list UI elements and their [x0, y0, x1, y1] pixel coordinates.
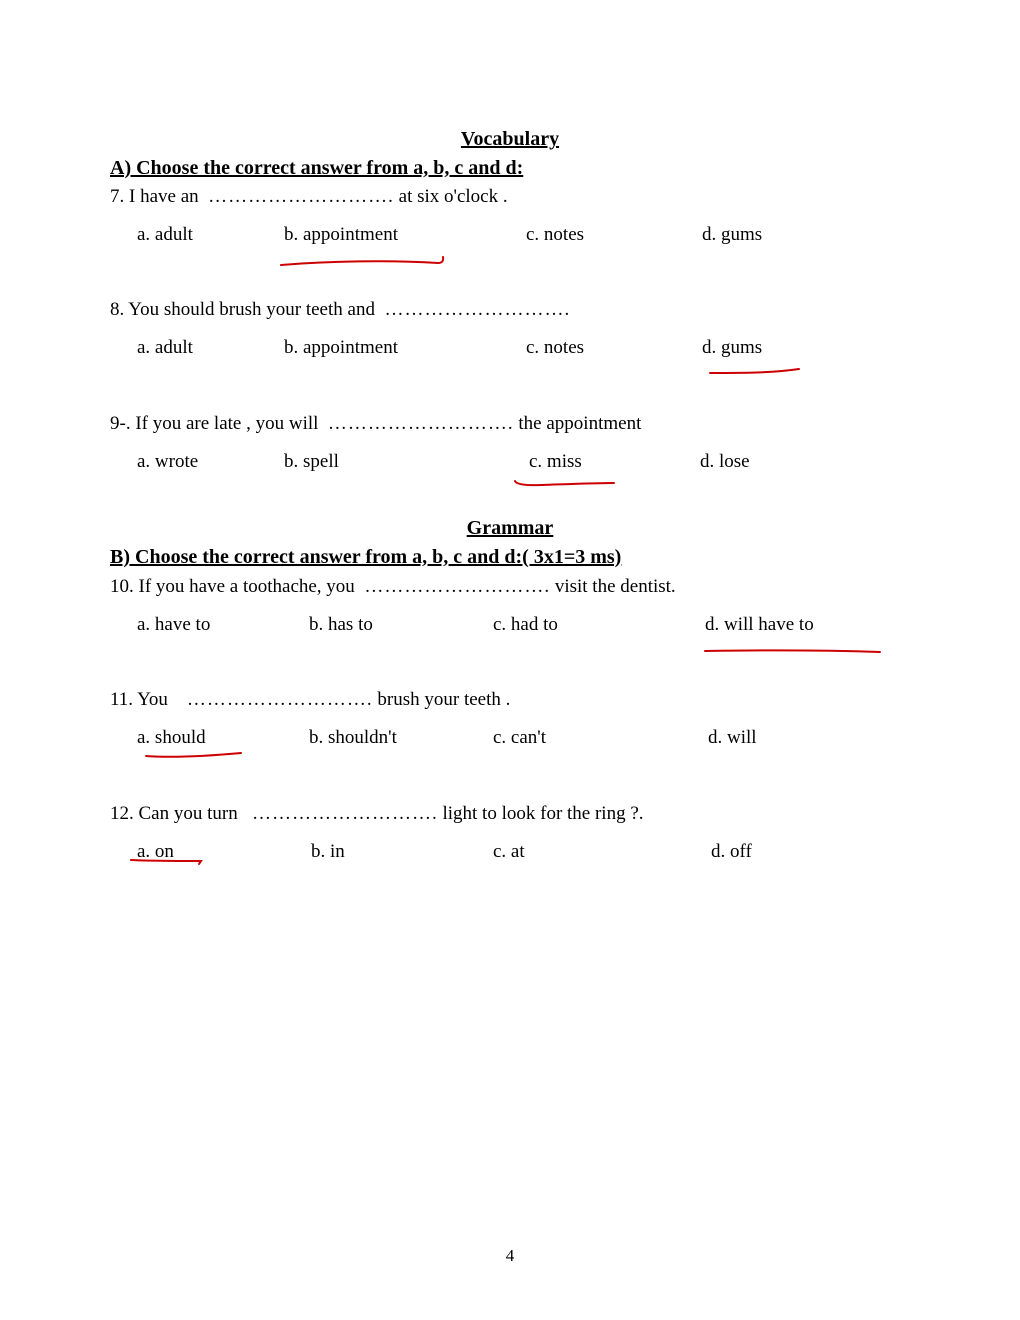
answer-blank: ……………………….: [186, 689, 373, 710]
option-d[interactable]: d. gums: [702, 337, 763, 358]
question-text: 10. If you have a toothache, you: [110, 576, 355, 597]
option-c[interactable]: c. had to: [493, 614, 558, 635]
option-a[interactable]: a. on: [137, 841, 174, 862]
vocabulary-instruction: A) Choose the correct answer from a, b, c and d:: [110, 157, 524, 179]
answer-mark-q8: [707, 364, 807, 378]
question-text: 9-. If you are late , you will: [110, 413, 319, 434]
question-text: 11. You: [110, 689, 168, 710]
question-text: the appointment: [518, 413, 642, 434]
option-b[interactable]: b. shouldn't: [309, 727, 397, 748]
option-a[interactable]: a. adult: [137, 337, 193, 358]
option-d[interactable]: d. gums: [702, 224, 763, 245]
question-text: at six o'clock .: [398, 186, 508, 207]
answer-mark-q11: [143, 748, 248, 762]
question-10: [110, 577, 676, 596]
answer-mark-q9: [512, 476, 622, 490]
option-c[interactable]: c. notes: [526, 337, 585, 358]
answer-mark-q10: [702, 644, 887, 658]
question-text: visit the dentist.: [554, 576, 676, 597]
option-b[interactable]: b. appointment: [284, 224, 398, 245]
question-text: 7. I have an: [110, 186, 199, 207]
option-b[interactable]: b. has to: [309, 614, 373, 635]
vocabulary-heading: Vocabulary: [460, 128, 560, 150]
answer-mark-q12: [128, 854, 208, 868]
option-d[interactable]: d. will have to: [705, 614, 814, 635]
option-b[interactable]: b. spell: [284, 451, 339, 472]
question-text: light to look for the ring ?.: [442, 803, 644, 824]
answer-mark-q7: [278, 254, 448, 270]
answer-blank: ……………………….: [364, 576, 551, 597]
option-d[interactable]: d. will: [708, 727, 757, 748]
question-text: 12. Can you turn: [110, 803, 238, 824]
question-text: 8. You should brush your teeth and: [110, 299, 375, 320]
option-a[interactable]: a. wrote: [137, 451, 199, 472]
question-8: [110, 300, 570, 319]
grammar-heading: Grammar: [466, 517, 554, 539]
answer-blank: ……………………….: [384, 299, 571, 320]
option-d[interactable]: d. lose: [700, 451, 750, 472]
grammar-instruction: B) Choose the correct answer from a, b, c and d:( 3x1=3 ms): [110, 546, 622, 568]
question-7: [110, 187, 508, 206]
option-c[interactable]: c. can't: [493, 727, 547, 748]
question-9: [110, 414, 641, 433]
option-b[interactable]: b. in: [311, 841, 345, 862]
option-c[interactable]: c. notes: [526, 224, 585, 245]
option-b[interactable]: b. appointment: [284, 337, 398, 358]
question-11: [110, 690, 510, 709]
question-text: brush your teeth .: [377, 689, 511, 710]
question-12: [110, 804, 644, 823]
option-c[interactable]: c. miss: [529, 451, 582, 472]
answer-blank: ……………………….: [327, 413, 514, 434]
option-d[interactable]: d. off: [711, 841, 752, 862]
option-c[interactable]: c. at: [493, 841, 525, 862]
answer-blank: ……………………….: [251, 803, 438, 824]
option-a[interactable]: a. should: [137, 727, 206, 748]
option-a[interactable]: a. adult: [137, 224, 193, 245]
option-a[interactable]: a. have to: [137, 614, 211, 635]
answer-blank: ……………………….: [208, 186, 394, 207]
page-number: 4: [505, 1246, 515, 1265]
